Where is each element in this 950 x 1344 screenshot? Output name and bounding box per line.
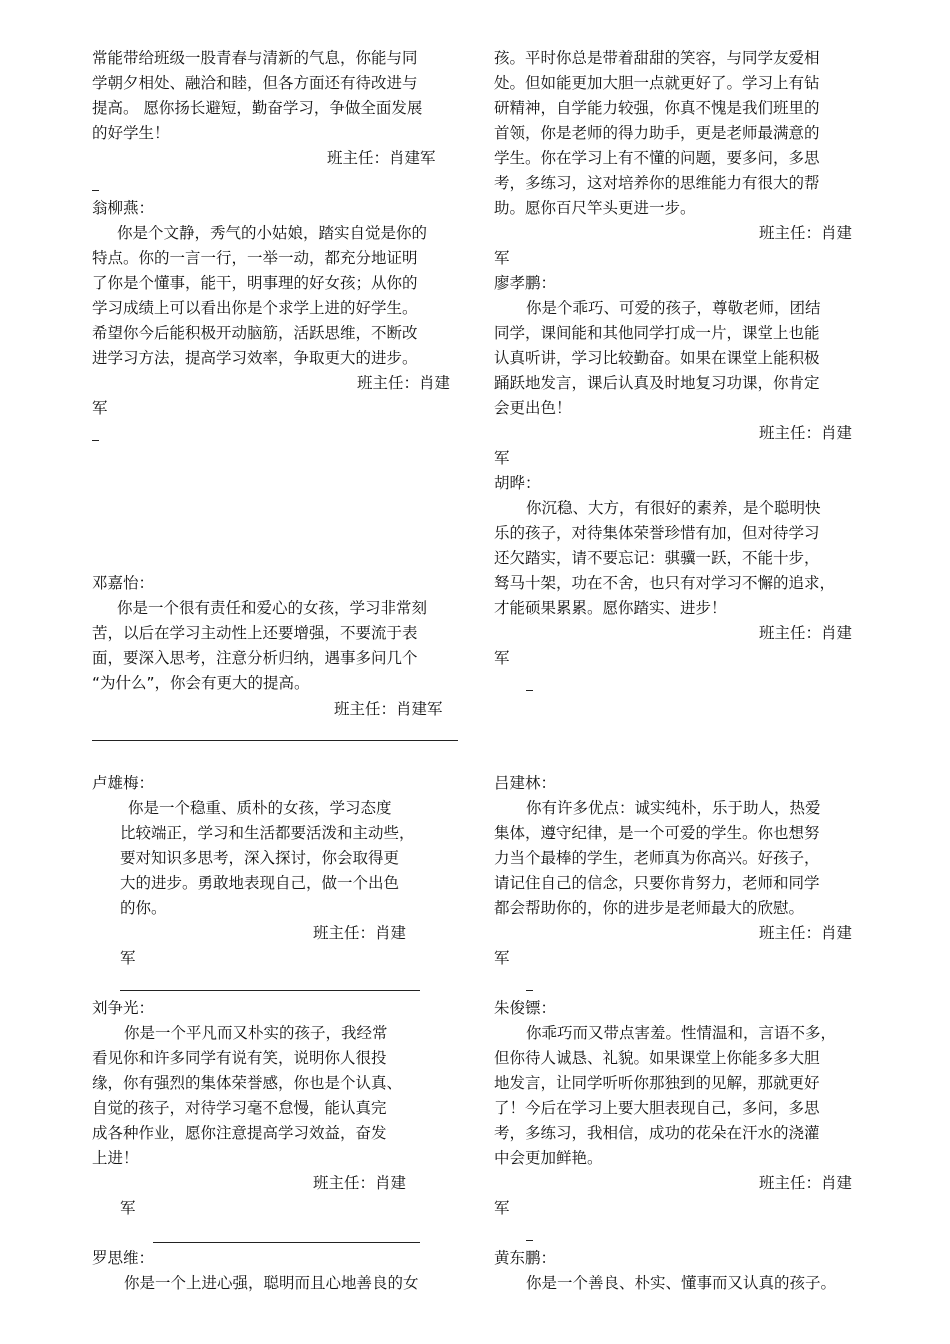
comment-line: 力当个最棒的学生，老师真为你高兴。好孩子， (494, 849, 820, 867)
teacher-signature-end: 军 (120, 949, 136, 967)
comment-line: 你是个乖巧、可爱的孩子，尊敬老师，团结 (526, 299, 821, 317)
comment-line: 考，多练习，这对培养你的思维能力有很大的帮 (494, 174, 820, 192)
teacher-signature: 班主任：肖建 (759, 624, 853, 642)
teacher-signature: 班主任：肖建 (759, 1174, 853, 1192)
teacher-signature: 班主任：肖建 (759, 924, 853, 942)
student-name: 罗思维： (92, 1249, 155, 1267)
teacher-signature: 班主任：肖建军 (334, 700, 443, 718)
student-name: 吕建林： (494, 774, 557, 792)
teacher-signature-end: 军 (494, 949, 510, 967)
comment-line: 看见你和许多同学有说有笑，说明你人很投 (92, 1049, 387, 1067)
comment-line: 比较端正，学习和生活都要活泼和主动些， (120, 824, 415, 842)
comment-line: 还欠踏实，请不要忘记：骐骥一跃，不能十步， (494, 549, 820, 567)
teacher-signature: 班主任：肖建 (759, 424, 853, 442)
separator-dash (526, 690, 533, 691)
comment-line: 上进！ (92, 1149, 139, 1167)
student-name: 黄东鹏： (494, 1249, 557, 1267)
comment-line: 学朝夕相处、融洽和睦，但各方面还有待改进与 (92, 74, 418, 92)
comment-line: 集体，遵守纪律，是一个可爱的学生。你也想努 (494, 824, 820, 842)
student-name: 刘争光： (92, 999, 155, 1017)
comment-line: 处。但如能更加大胆一点就更好了。学习上有钻 (494, 74, 820, 92)
comment-line: 希望你今后能积极开动脑筋，活跃思维，不断改 (92, 324, 418, 342)
comment-line: 你是一个很有责任和爱心的女孩，学习非常刻 (117, 599, 428, 617)
section-divider (153, 1242, 420, 1243)
comment-line: 缘，你有强烈的集体荣誉感，你也是个认真、 (92, 1074, 403, 1092)
comment-line: 你沉稳、大方，有很好的素养，是个聪明快 (526, 499, 821, 517)
separator-dash (526, 1240, 533, 1241)
teacher-signature-end: 军 (494, 449, 510, 467)
comment-line: 学生。你在学习上有不懂的问题，要多问，多思 (494, 149, 820, 167)
separator-dash (92, 440, 99, 441)
separator-dash (92, 190, 99, 191)
teacher-signature-end: 军 (92, 399, 108, 417)
comment-line: 地发言，让同学听听你那独到的见解，那就更好 (494, 1074, 820, 1092)
comment-line: 面，要深入思考，注意分析归纳，遇事多问几个 (92, 649, 418, 667)
comment-line: 助。愿你百尺竿头更进一步。 (494, 199, 696, 217)
comment-line: 认真听讲，学习比较勤奋。如果在课堂上能积极 (494, 349, 820, 367)
teacher-signature: 班主任：肖建 (357, 374, 451, 392)
student-name: 廖孝鹏： (494, 274, 557, 292)
comment-line: 才能硕果累累。愿你踏实、进步！ (494, 599, 727, 617)
student-name: 胡晔： (494, 474, 541, 492)
section-divider (92, 740, 458, 741)
comment-line: 了！今后在学习上要大胆表现自己，多问，多思 (494, 1099, 820, 1117)
comment-line: 苦，以后在学习主动性上还要增强，不要流于表 (92, 624, 418, 642)
teacher-signature: 班主任：肖建军 (327, 149, 436, 167)
teacher-signature: 班主任：肖建 (759, 224, 853, 242)
teacher-signature-end: 军 (494, 649, 510, 667)
comment-line: 请记住自己的信念，只要你肯努力，老师和同学 (494, 874, 820, 892)
comment-line: 你是一个平凡而又朴实的孩子，我经常 (124, 1024, 388, 1042)
student-name: 翁柳燕： (92, 199, 155, 217)
comment-line: 自觉的孩子，对待学习毫不怠慢，能认真完 (92, 1099, 387, 1117)
comment-line: 踊跃地发言，课后认真及时地复习功课，你肯定 (494, 374, 820, 392)
comment-line: 乐的孩子，对待集体荣誉珍惜有加，但对待学习 (494, 524, 820, 542)
comment-line: 但你待人诚恳、礼貌。如果课堂上你能多多大胆 (494, 1049, 820, 1067)
comment-line: 你有许多优点：诚实纯朴，乐于助人，热爱 (526, 799, 821, 817)
comment-line: 大的进步。勇敢地表现自己，做一个出色 (120, 874, 400, 892)
teacher-signature: 班主任：肖建 (313, 1174, 407, 1192)
comment-line: 考，多练习，我相信，成功的花朵在汗水的浇灌 (494, 1124, 820, 1142)
student-name: 朱俊镖： (494, 999, 557, 1017)
teacher-signature: 班主任：肖建 (313, 924, 407, 942)
comment-line: 中会更加鲜艳。 (494, 1149, 603, 1167)
comment-line: 驽马十架，功在不舍，也只有对学习不懈的追求， (494, 574, 836, 592)
comment-line: 成各种作业，愿你注意提高学习效益，奋发 (92, 1124, 387, 1142)
comment-line: 孩。平时你总是带着甜甜的笑容，与同学友爱相 (494, 49, 820, 67)
comment-line: 首领，你是老师的得力助手，更是老师最满意的 (494, 124, 820, 142)
comment-line: 提高。 愿你扬长避短，勤奋学习，争做全面发展 (92, 99, 423, 117)
separator-dash (526, 990, 533, 991)
teacher-signature-end: 军 (120, 1199, 136, 1217)
comment-line: 特点。你的一言一行，一举一动，都充分地证明 (92, 249, 418, 267)
teacher-signature-end: 军 (494, 249, 510, 267)
comment-line: 你是一个上进心强，聪明而且心地善良的女 (124, 1274, 419, 1292)
comment-line: 的你。 (120, 899, 167, 917)
comment-line: 你是一个善良、朴实、懂事而又认真的孩子。 (526, 1274, 837, 1292)
student-name: 邓嘉怡： (92, 574, 155, 592)
comment-line: 你是个文静，秀气的小姑娘，踏实自觉是你的 (117, 224, 428, 242)
comment-line: 你乖巧而又带点害羞。性情温和，言语不多， (526, 1024, 837, 1042)
comment-line: 你是一个稳重、质朴的女孩，学习态度 (128, 799, 392, 817)
section-divider (120, 990, 420, 991)
comment-line: 学习成绩上可以看出你是个求学上进的好学生。 (92, 299, 418, 317)
comment-line: 要对知识多思考，深入探讨，你会取得更 (120, 849, 400, 867)
comment-line: “为什么”，你会有更大的提高。 (92, 674, 310, 692)
comment-line: 了你是个懂事，能干，明事理的好女孩；从你的 (92, 274, 418, 292)
comment-line: 同学，课间能和其他同学打成一片，课堂上也能 (494, 324, 820, 342)
student-name: 卢雄梅： (92, 774, 155, 792)
comment-line: 都会帮助你的，你的进步是老师最大的欣慰。 (494, 899, 805, 917)
teacher-signature-end: 军 (494, 1199, 510, 1217)
comment-line: 会更出色！ (494, 399, 572, 417)
comment-line: 研精神，自学能力较强，你真不愧是我们班里的 (494, 99, 820, 117)
comment-line: 常能带给班级一股青春与清新的气息，你能与同 (92, 49, 418, 67)
comment-line: 的好学生！ (92, 124, 170, 142)
comment-line: 进学习方法，提高学习效率，争取更大的进步。 (92, 349, 418, 367)
